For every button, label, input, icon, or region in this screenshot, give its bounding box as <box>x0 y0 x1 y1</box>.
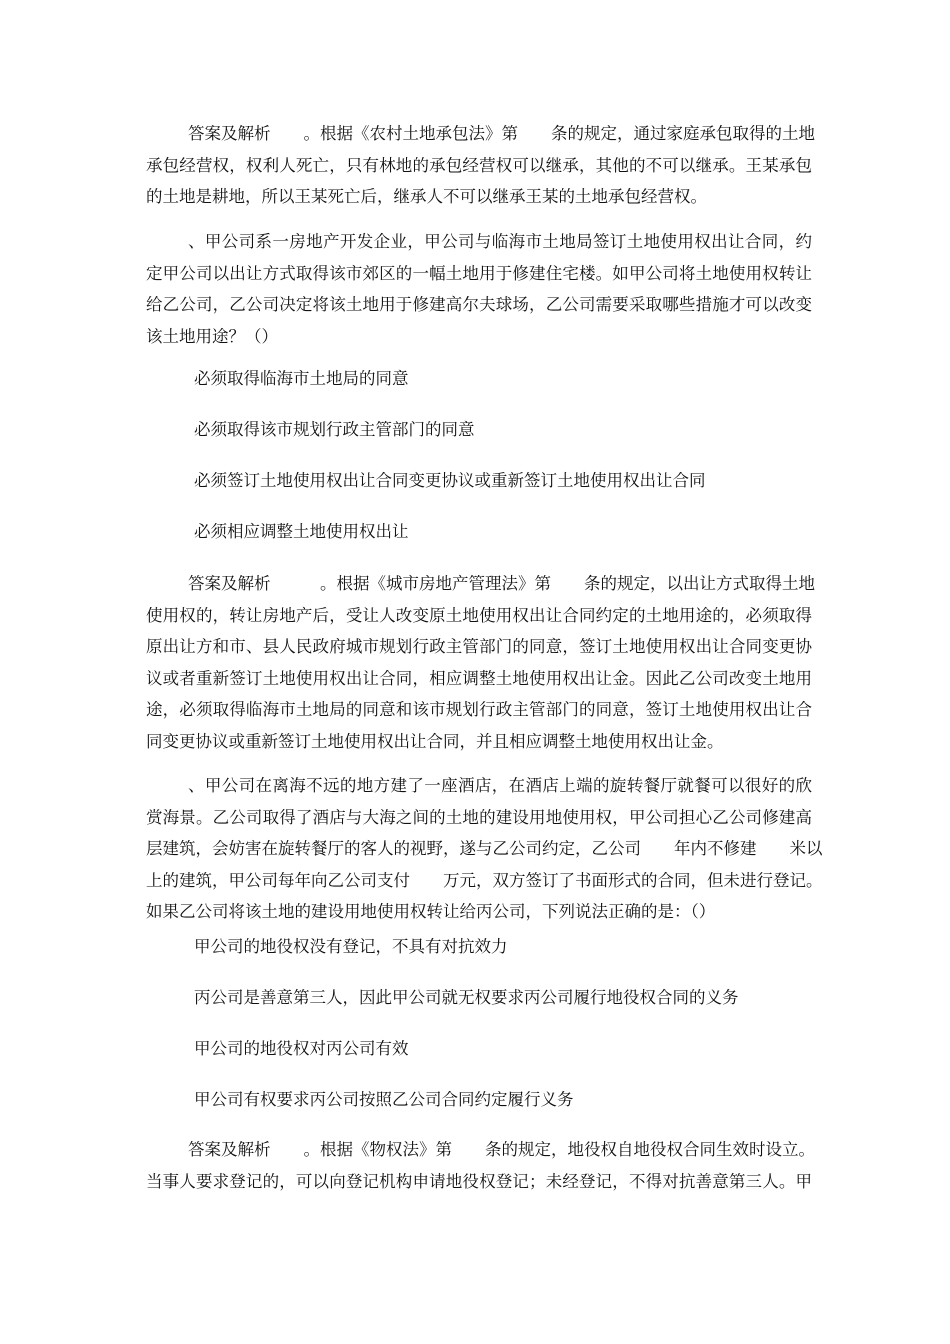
option-3d: 甲公司有权要求丙公司按照乙公司合同约定履行义务 <box>194 1090 574 1109</box>
option-2b: 必须取得该市规划行政主管部门的同意 <box>194 420 475 439</box>
option-3b: 丙公司是善意第三人，因此甲公司就无权要求丙公司履行地役权合同的义务 <box>194 988 739 1007</box>
text-line: 赏海景。乙公司取得了酒店与大海之间的土地的建设用地使用权，甲公司担心乙公司修建高 <box>146 807 812 827</box>
text-line: 当事人要求登记的，可以向登记机构申请地役权登记；未经登记，不得对抗善意第三人。甲 <box>146 1171 812 1191</box>
answer-block-2 <box>146 568 815 757</box>
question-3 <box>146 770 823 928</box>
text-line: 、甲公司系一房地产开发企业，甲公司与临海市土地局签订土地使用权出让合同，约 <box>188 232 812 251</box>
text-line: 给乙公司，乙公司决定将该土地用于修建高尔夫球场，乙公司需要采取哪些措施才可以改变 <box>146 295 812 314</box>
text-line: 途，必须取得临海市土地局的同意和该市规划行政主管部门的同意，签订土地使用权出让合 <box>146 700 812 719</box>
text-line: 定甲公司以出让方式取得该市郊区的一幅土地用于修建住宅楼。如甲公司将土地使用权转让 <box>146 263 812 283</box>
text-line: 议或者重新签订土地使用权出让合同，相应调整土地使用权出让金。因此乙公司改变土地用 <box>146 668 812 688</box>
text-line: 答案及解析 。根据《城市房地产管理法》第 条的规定，以出让方式取得土地 <box>188 574 815 593</box>
text-line: 承包经营权，权利人死亡，只有林地的承包经营权可以继承，其他的不可以继承。王某承包 <box>146 155 812 175</box>
option-3c: 甲公司的地役权对丙公司有效 <box>194 1039 409 1058</box>
text-line: 如果乙公司将该土地的建设用地使用权转让给丙公司，下列说法正确的是：（） <box>146 902 716 921</box>
option-2c: 必须签订土地使用权出让合同变更协议或重新签订土地使用权出让合同 <box>194 471 706 490</box>
text-line: 的土地是耕地，所以王某死亡后，继承人不可以继承王某的土地承包经营权。 <box>146 187 707 206</box>
text-line: 层建筑，会妨害在旋转餐厅的客人的视野，遂与乙公司约定，乙公司 年内不修建 米以 <box>146 839 823 858</box>
question-2 <box>146 226 812 352</box>
option-3a: 甲公司的地役权没有登记，不具有对抗效力 <box>194 937 508 956</box>
answer-block-1 <box>146 118 815 213</box>
option-2a: 必须取得临海市土地局的同意 <box>194 369 409 388</box>
text-line: 、甲公司在离海不远的地方建了一座酒店，在酒店上端的旋转餐厅就餐可以很好的欣 <box>188 776 812 795</box>
answer-block-3 <box>146 1134 815 1197</box>
text-line: 答案及解析 。根据《农村土地承包法》第 条的规定，通过家庭承包取得的土地 <box>188 124 815 143</box>
text-line: 使用权的，转让房地产后，受让人改变原土地使用权出让合同约定的土地用途的，必须取得 <box>146 605 812 625</box>
text-line: 该土地用途？（） <box>146 326 278 346</box>
text-line: 原出让方和市、县人民政府城市规划行政主管部门的同意，签订土地使用权出让合同变更协 <box>146 637 812 656</box>
text-line: 上的建筑，甲公司每年向乙公司支付 万元，双方签订了书面形式的合同，但未进行登记。 <box>146 870 823 890</box>
text-line: 同变更协议或重新签订土地使用权出让合同，并且相应调整土地使用权出让金。 <box>146 731 724 751</box>
text-line: 答案及解析 。根据《物权法》第 条的规定，地役权自地役权合同生效时设立。 <box>188 1140 815 1159</box>
option-2d: 必须相应调整土地使用权出让 <box>194 522 409 541</box>
